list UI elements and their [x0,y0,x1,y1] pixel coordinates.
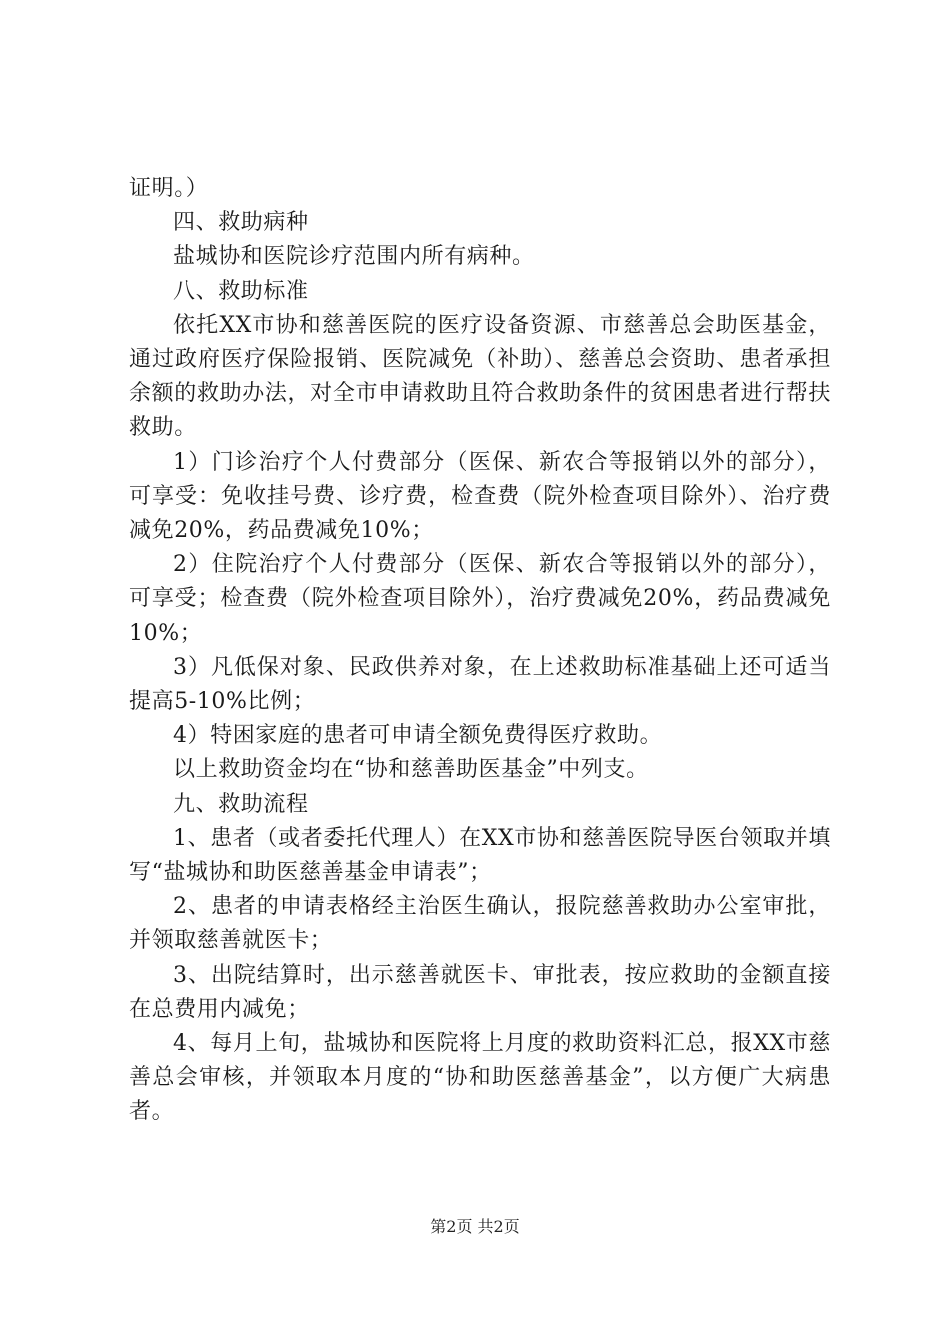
paragraph-diseases-scope: 盐城协和医院诊疗范围内所有病种。 [173,244,535,270]
paragraph-low-income-increase: 3）凡低保对象、民政供养对象，在上述救助标准基础上还可适当提高5-10%比例； [129,654,831,715]
paragraph-procedure-step-1: 1、患者（或者委托代理人）在XX市协和慈善医院导医台领取并填写“盐城协和助医慈善基金申请表”； [129,825,831,886]
document-body [129,172,831,1130]
section-heading-procedure: 九、救助流程 [173,791,309,817]
page-number-footer: 第2页 共2页 [430,1217,520,1236]
paragraph-inpatient-relief: 2）住院治疗个人付费部分（医保、新农合等报销以外的部分），可享受；检查费（院外检查项目除外），治疗费减免20%，药品费减免10%； [129,552,831,646]
paragraph-procedure-step-3: 3、出院结算时，出示慈善就医卡、审批表，按应救助的金额直接在总费用内减免； [129,962,831,1022]
paragraph-procedure-step-4: 4、每月上旬，盐城协和医院将上月度的救助资料汇总，报XX市慈善总会审核，并领取本月度的“协和助医慈善基金”，以方便广大病患者。 [129,1031,831,1125]
paragraph-fund-source: 以上救助资金均在“协和慈善助医基金”中列支。 [173,757,649,783]
paragraph-proof-continuation: 证明。） [129,176,209,201]
paragraph-standards-intro: 依托XX市协和慈善医院的医疗设备资源、市慈善总会助医基金，通过政府医疗保险报销、医院减免（补助）、慈善总会资助、患者承担余额的救助办法，对全市申请救助且符合救助条件的贫困患者进行帮扶救助。 [129,312,831,441]
paragraph-outpatient-relief: 1）门诊治疗个人付费部分（医保、新农合等报销以外的部分），可享受：免收挂号费、诊疗费，检查费（院外检查项目除外）、治疗费减免20%，药品费减免10%； [129,449,831,544]
paragraph-special-hardship: 4）特困家庭的患者可申请全额免费得医疗救助。 [173,723,663,749]
section-heading-diseases: 四、救助病种 [173,210,309,236]
paragraph-procedure-step-2: 2、患者的申请表格经主治医生确认，报院慈善救助办公室审批，并领取慈善就医卡； [129,894,831,954]
section-heading-standards: 八、救助标准 [173,278,309,304]
